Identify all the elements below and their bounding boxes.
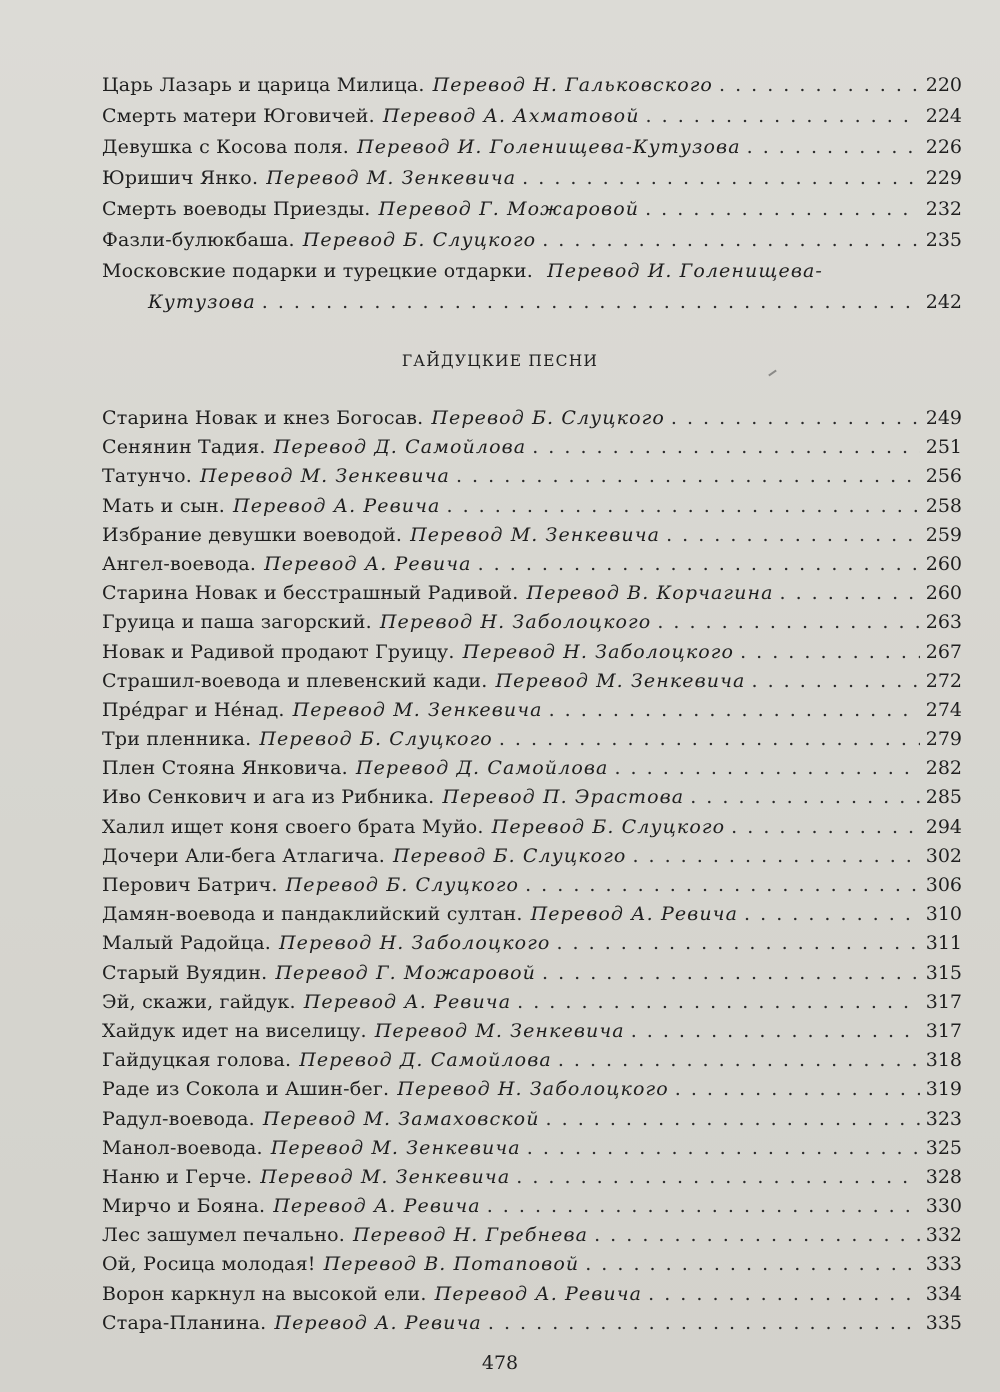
toc-entry bbox=[102, 132, 962, 163]
toc-entry-title: Радул-воевода. bbox=[102, 1107, 255, 1130]
leader-dots bbox=[614, 754, 919, 783]
toc-entry bbox=[102, 521, 962, 550]
toc-entry bbox=[102, 550, 962, 579]
toc-entry-page: 323 bbox=[925, 1107, 962, 1130]
leader-dots bbox=[517, 988, 920, 1017]
toc-entry-title: Московские подарки и турецкие отдарки. bbox=[102, 260, 534, 282]
leader-dots bbox=[447, 492, 920, 521]
toc-entry-title: Наню и Герче. bbox=[102, 1165, 253, 1188]
toc-top-section bbox=[102, 70, 962, 318]
leader-dots bbox=[744, 900, 920, 929]
toc-entry-page: 220 bbox=[925, 74, 962, 96]
leader-dots bbox=[645, 194, 920, 225]
toc-entry bbox=[102, 492, 962, 521]
toc-entry-translator: Перевод А. Ревича bbox=[303, 990, 512, 1013]
toc-entry-page: 328 bbox=[925, 1165, 962, 1188]
toc-entry-title: Избрание девушки воеводой. bbox=[102, 523, 403, 546]
leader-dots bbox=[632, 842, 919, 871]
toc-entry bbox=[102, 1105, 962, 1134]
toc-entry bbox=[102, 638, 962, 667]
leader-dots bbox=[690, 783, 920, 812]
leader-dots bbox=[556, 929, 919, 958]
toc-entry bbox=[102, 754, 962, 783]
toc-entry-title: Три пленника. bbox=[102, 728, 252, 751]
toc-entry-page: 285 bbox=[925, 786, 962, 809]
toc-entry-title: Малый Радойца. bbox=[102, 932, 271, 955]
toc-entry-page: 294 bbox=[925, 815, 962, 838]
toc-entry-page: 232 bbox=[925, 198, 962, 220]
leader-dots bbox=[525, 871, 920, 900]
toc-entry bbox=[102, 959, 962, 988]
toc-entry bbox=[102, 1221, 962, 1250]
toc-entry-page: 315 bbox=[925, 961, 962, 984]
toc-entry bbox=[102, 696, 962, 725]
toc-entry bbox=[102, 1250, 962, 1279]
toc-entry-title: Фазли-булюкбаша. bbox=[102, 229, 295, 251]
toc-entry-translator: Перевод Д. Самойлова bbox=[355, 757, 609, 780]
toc-entry-page: 317 bbox=[925, 990, 962, 1013]
toc-main-list bbox=[102, 404, 962, 1338]
toc-entry-title: Мать и сын. bbox=[102, 494, 226, 517]
leader-dots bbox=[671, 404, 920, 433]
toc-entry-translator: Перевод М. Зенкевича bbox=[270, 1136, 521, 1159]
toc-entry-title: Мирчо и Бояна. bbox=[102, 1195, 266, 1218]
leader-dots bbox=[657, 608, 919, 637]
leader-dots bbox=[549, 696, 920, 725]
leader-dots bbox=[499, 725, 920, 754]
toc-entry-translator: Перевод А. Ревича bbox=[530, 903, 739, 926]
toc-entry-page: 267 bbox=[925, 640, 962, 663]
toc-entry bbox=[102, 194, 962, 225]
leader-dots bbox=[646, 101, 920, 132]
toc-entry-page: 335 bbox=[925, 1311, 962, 1334]
toc-entry bbox=[102, 783, 962, 812]
toc-entry-page: 318 bbox=[925, 1049, 962, 1072]
leader-dots bbox=[516, 1163, 919, 1192]
toc-entry-title: Дамян-воевода и пандаклийский султан. bbox=[102, 903, 523, 926]
toc-entry-translator: Перевод Д. Самойлова bbox=[299, 1049, 552, 1072]
toc-entry-title: Дочери Али-бега Атлагича. bbox=[102, 844, 385, 867]
toc-entry bbox=[102, 1309, 962, 1338]
toc-entry-translator: Перевод Б. Слуцкого bbox=[491, 815, 726, 838]
toc-entry-page: 274 bbox=[925, 698, 962, 721]
toc-entry bbox=[102, 871, 962, 900]
toc-entry-page: 310 bbox=[925, 903, 962, 926]
toc-entry-title: Смерть матери Юговичей. bbox=[102, 105, 375, 127]
toc-entry-page: 319 bbox=[925, 1078, 962, 1101]
toc-entry bbox=[102, 579, 962, 608]
toc-entry-translator: Перевод А. Ревича bbox=[264, 552, 472, 575]
toc-entry-line1 bbox=[102, 256, 962, 287]
toc-entry-title: Сенянин Тадия. bbox=[102, 436, 266, 459]
toc-entry bbox=[102, 900, 962, 929]
toc-entry-title: Царь Лазарь и царица Милица. bbox=[102, 74, 425, 96]
toc-entry-page: 263 bbox=[925, 611, 962, 634]
toc-entry-page: 260 bbox=[925, 552, 962, 575]
toc-entry-translator: Перевод М. Зенкевича bbox=[260, 1165, 511, 1188]
toc-entry-translator: Перевод Б. Слуцкого bbox=[392, 844, 627, 867]
toc-entry-page: 282 bbox=[925, 757, 962, 780]
toc-entry-translator: Перевод А. Ревича bbox=[233, 494, 441, 517]
pencil-mark bbox=[768, 370, 777, 377]
toc-entry-title: Плен Стояна Янковича. bbox=[102, 757, 348, 780]
leader-dots bbox=[675, 1075, 920, 1104]
toc-entry-title: Ворон каркнул на высокой ели. bbox=[102, 1282, 427, 1305]
toc-entry-translator: Перевод Б. Слуцкого bbox=[259, 728, 493, 751]
toc-entry-page: 334 bbox=[925, 1282, 962, 1305]
leader-dots bbox=[747, 132, 920, 163]
toc-entry-translator: Перевод Б. Слуцкого bbox=[285, 874, 520, 896]
page-number: 478 bbox=[481, 1352, 519, 1374]
toc-entry-translator: Перевод А. Ревича bbox=[273, 1195, 481, 1218]
toc-entry-translator: Перевод И. Голенищева- bbox=[547, 260, 823, 282]
toc-entry-page: 251 bbox=[925, 436, 962, 459]
leader-dots bbox=[488, 1309, 920, 1338]
toc-entry-translator: Перевод Н. Заболоцкого bbox=[462, 640, 735, 663]
toc-entry bbox=[102, 70, 962, 101]
toc-entry-translator: Перевод Н. Заболоцкого bbox=[397, 1078, 669, 1101]
toc-entry-title: Ангел-воевода. bbox=[102, 552, 257, 575]
toc-entry-translator-cont: Кутузова bbox=[148, 291, 256, 313]
toc-entry-page: 224 bbox=[925, 105, 962, 127]
leader-dots bbox=[648, 1280, 920, 1309]
toc-entry bbox=[102, 1075, 962, 1104]
leader-dots bbox=[487, 1192, 920, 1221]
leader-dots bbox=[478, 550, 920, 579]
leader-dots bbox=[546, 1105, 920, 1134]
toc-entry-title: Раде из Сокола и Ашин-бег. bbox=[102, 1078, 390, 1101]
leader-dots bbox=[751, 667, 919, 696]
leader-dots bbox=[631, 1017, 920, 1046]
toc-entry bbox=[102, 842, 962, 871]
toc-entry-page: 256 bbox=[925, 465, 962, 488]
toc-entry-title: Смерть воеводы Приезды. bbox=[102, 198, 371, 220]
toc-entry-translator: Перевод М. Зенкевича bbox=[410, 523, 661, 546]
toc-entry-page: 311 bbox=[925, 932, 962, 955]
toc-entry bbox=[102, 608, 962, 637]
toc-entry-title: Лес зашумел печально. bbox=[102, 1224, 345, 1247]
leader-dots bbox=[780, 579, 920, 608]
toc-entry-title: Старый Вуядин. bbox=[102, 961, 268, 984]
toc-entry-title: Пре́драг и Не́над. bbox=[102, 698, 285, 721]
toc-entry bbox=[102, 1280, 962, 1309]
toc-entry-page: 249 bbox=[925, 407, 962, 429]
toc-entry-translator: Перевод А. Ахматовой bbox=[382, 105, 640, 127]
toc-entry-title: Манол-воевода. bbox=[102, 1136, 263, 1159]
toc-entry-title: Халил ищет коня своего брата Муйо. bbox=[102, 815, 484, 838]
toc-entry-translator: Перевод Б. Слуцкого bbox=[431, 407, 665, 429]
toc-entry-title: Девушка с Косова поля. bbox=[102, 136, 350, 158]
toc-entry bbox=[102, 1163, 962, 1192]
toc-entry-title: Татунчо. bbox=[102, 465, 192, 488]
toc-entry-page: 260 bbox=[925, 582, 962, 605]
toc-entry bbox=[102, 1017, 962, 1046]
section-heading: ГАЙДУЦКИЕ ПЕСНИ bbox=[401, 352, 599, 370]
leader-dots bbox=[719, 70, 920, 101]
toc-entry-title: Иво Сенкович и ага из Рибника. bbox=[102, 786, 435, 809]
toc-entry-translator: Перевод Н. Гальковского bbox=[432, 74, 713, 96]
toc-entry-translator: Перевод М. Замаховской bbox=[262, 1107, 540, 1130]
toc-entry-page: 302 bbox=[925, 844, 962, 867]
leader-dots bbox=[558, 1046, 920, 1075]
toc-entry-translator: Перевод Г. Можаровой bbox=[378, 198, 640, 220]
toc-entry bbox=[102, 1192, 962, 1221]
toc-entry-title: Перович Батрич. bbox=[102, 874, 278, 896]
toc-entry bbox=[102, 988, 962, 1017]
leader-dots bbox=[542, 225, 920, 256]
toc-entry-page: 306 bbox=[925, 874, 962, 896]
leader-dots bbox=[666, 521, 920, 550]
toc-entry-page: 229 bbox=[925, 167, 962, 189]
toc-entry-translator: Перевод М. Зенкевича bbox=[495, 669, 746, 692]
toc-entry-title: Эй, скажи, гайдук. bbox=[102, 990, 296, 1013]
toc-entry-page: 259 bbox=[925, 523, 962, 546]
toc-entry-page: 330 bbox=[925, 1195, 962, 1218]
toc-entry-translator: Перевод М. Зенкевича bbox=[374, 1019, 625, 1042]
toc-entry-page: 242 bbox=[925, 291, 962, 313]
toc-entry-page: 333 bbox=[925, 1253, 962, 1276]
toc-entry-translator: Перевод М. Зенкевича bbox=[266, 167, 517, 189]
toc-entry-page: 317 bbox=[925, 1019, 962, 1042]
toc-entry bbox=[102, 929, 962, 958]
toc-entry-translator: Перевод М. Зенкевича bbox=[200, 465, 450, 488]
toc-entry-translator: Перевод Н. Гребнева bbox=[353, 1224, 589, 1247]
leader-dots bbox=[456, 462, 920, 491]
toc-entry bbox=[102, 433, 962, 462]
toc-entry-title: Хайдук идет на виселицу. bbox=[102, 1019, 367, 1042]
leader-dots bbox=[594, 1221, 920, 1250]
toc-entry-title: Юришич Янко. bbox=[102, 167, 259, 189]
toc-entry-translator: Перевод А. Ревича bbox=[434, 1282, 643, 1305]
toc-entry-title: Ой, Росица молодая! bbox=[102, 1253, 316, 1276]
toc-entry-page: 272 bbox=[925, 669, 962, 692]
toc-entry-translator: Перевод М. Зенкевича bbox=[292, 698, 543, 721]
toc-entry-title: Старина Новак и кнез Богосав. bbox=[102, 407, 424, 429]
toc-entry bbox=[102, 813, 962, 842]
leader-dots bbox=[585, 1250, 920, 1279]
toc-entry bbox=[102, 1134, 962, 1163]
toc-entry-translator: Перевод И. Голенищева-Кутузова bbox=[357, 136, 741, 158]
toc-entry-page: 279 bbox=[925, 728, 962, 751]
toc-entry-title: Новак и Радивой продают Груицу. bbox=[102, 640, 455, 663]
toc-entry-translator: Перевод А. Ревича bbox=[274, 1311, 482, 1334]
toc-entry bbox=[102, 462, 962, 491]
toc-entry bbox=[102, 1046, 962, 1075]
toc-entry-page: 226 bbox=[925, 136, 962, 158]
toc-entry-title: Стара-Планина. bbox=[102, 1311, 267, 1334]
toc-entry-translator: Перевод В. Потаповой bbox=[323, 1253, 580, 1276]
toc-entry-translator: Перевод Н. Заболоцкого bbox=[379, 611, 652, 634]
toc-entry-page: 325 bbox=[925, 1136, 962, 1159]
toc-entry bbox=[102, 725, 962, 754]
toc-entry-translator: Перевод П. Эрастова bbox=[442, 786, 685, 809]
leader-dots bbox=[542, 959, 920, 988]
leader-dots bbox=[527, 1134, 920, 1163]
toc-entry-translator: Перевод Б. Слуцкого bbox=[302, 229, 537, 251]
toc-entry-title: Старина Новак и бесстрашный Радивой. bbox=[102, 582, 519, 605]
toc-entry-page: 258 bbox=[925, 494, 962, 517]
toc-entry-translator: Перевод В. Корчагина bbox=[526, 582, 774, 605]
toc-entry-wrapped bbox=[102, 256, 962, 318]
toc-entry-translator: Перевод Н. Заболоцкого bbox=[278, 932, 551, 955]
leader-dots bbox=[262, 287, 920, 318]
leader-dots bbox=[522, 163, 920, 194]
toc-entry bbox=[102, 163, 962, 194]
toc-entry bbox=[102, 404, 962, 433]
toc-entry bbox=[102, 101, 962, 132]
toc-entry-page: 235 bbox=[925, 229, 962, 251]
toc-entry bbox=[102, 225, 962, 256]
leader-dots bbox=[740, 638, 920, 667]
toc-entry-translator: Перевод Д. Самойлова bbox=[273, 436, 527, 459]
toc-entry-title: Гайдуцкая голова. bbox=[102, 1049, 292, 1072]
toc-top-list bbox=[102, 70, 962, 256]
toc-entry bbox=[102, 667, 962, 696]
toc-entry-line2 bbox=[102, 287, 962, 318]
toc-entry-translator: Перевод Г. Можаровой bbox=[275, 961, 536, 984]
toc-entry-title: Груица и паша загорский. bbox=[102, 611, 372, 634]
leader-dots bbox=[731, 813, 920, 842]
toc-entry-title: Страшил-воевода и плевенский кади. bbox=[102, 669, 488, 692]
leader-dots bbox=[532, 433, 920, 462]
toc-entry-page: 332 bbox=[925, 1224, 962, 1247]
